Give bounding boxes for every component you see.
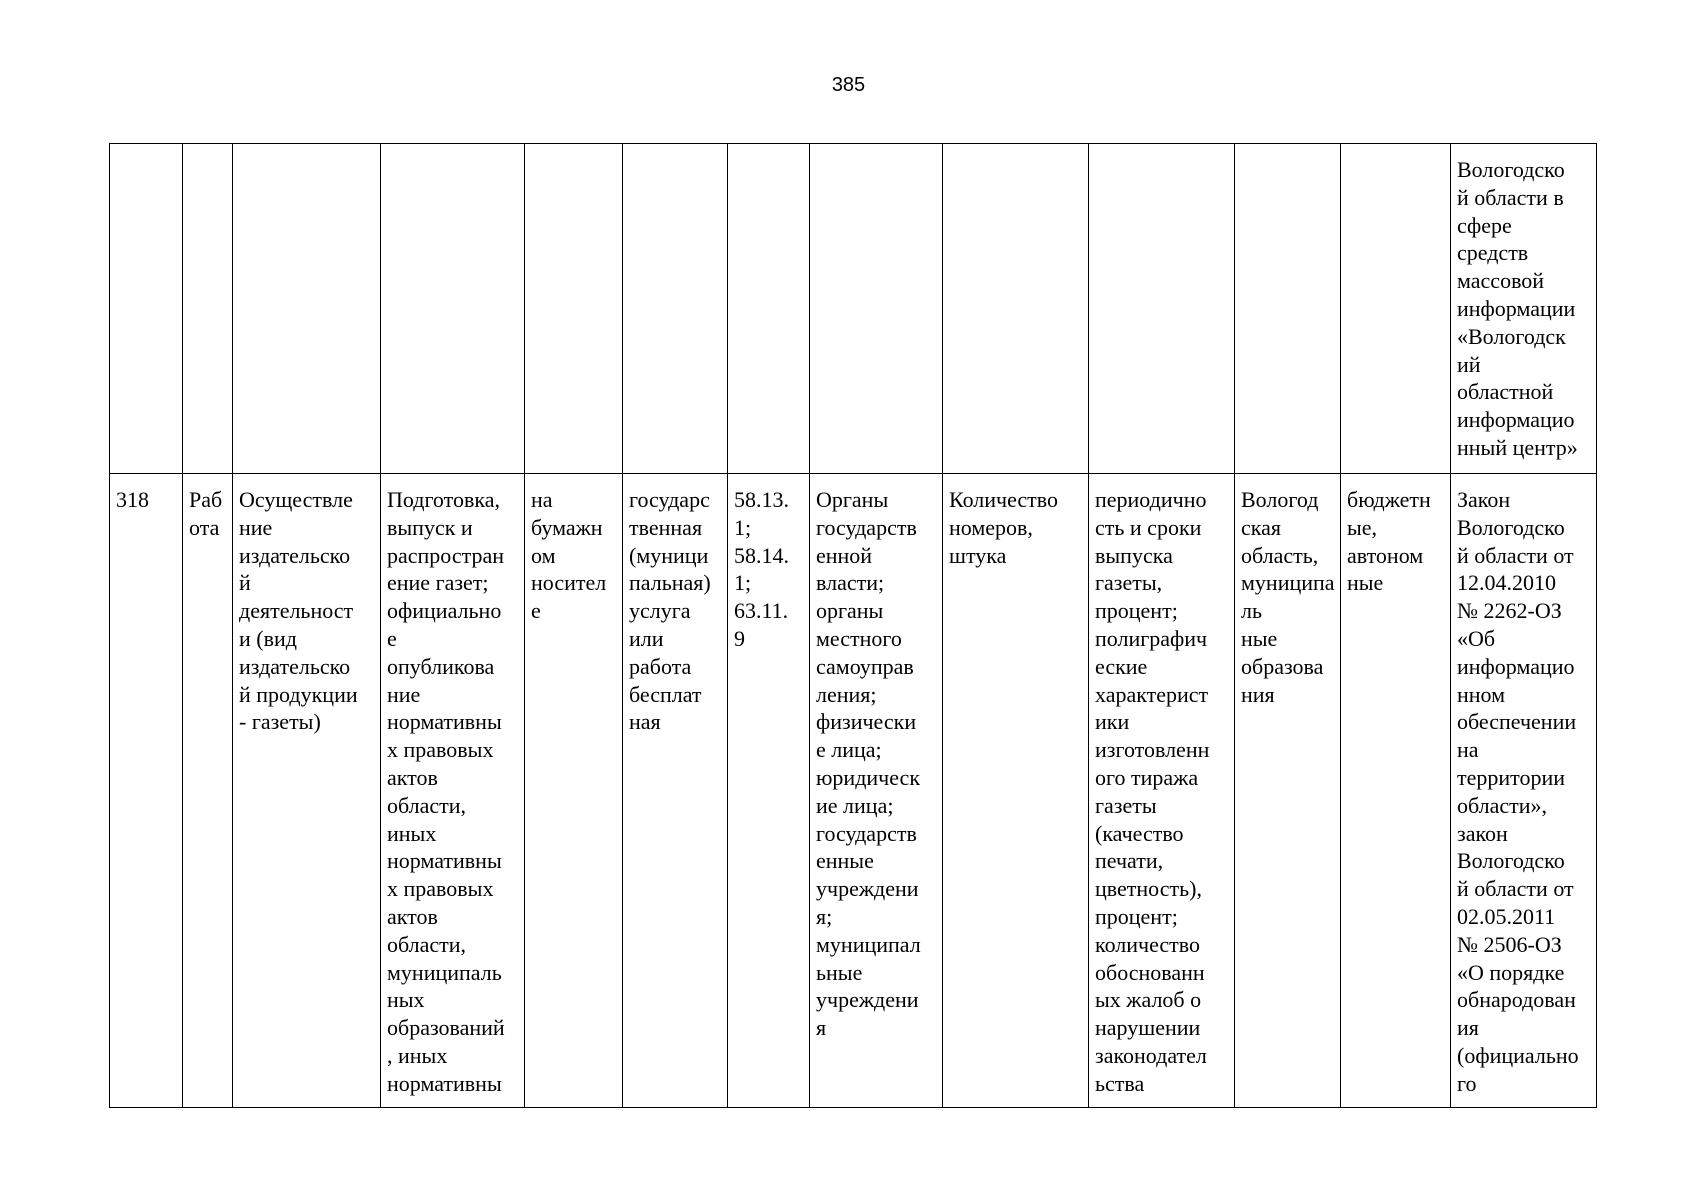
- cell-okved: [728, 144, 810, 474]
- cell-kind: [623, 144, 728, 474]
- cell-content: Подготовка, выпуск и распростран ение газет; официально е опубликова ние нормативны х правовых актов области, иных нормативны х правовых актов области, муниципаль ных образований , иных нормативны: [381, 474, 525, 1108]
- cell-territory: [1235, 144, 1341, 474]
- cell-consumers: [810, 144, 943, 474]
- cell-number: [110, 144, 183, 474]
- cell-territory: Вологод ская область, муниципаль ные образова ния: [1235, 474, 1341, 1108]
- cell-institution-type: [1341, 144, 1451, 474]
- cell-volume-indicators: Количество номеров, штука: [943, 474, 1089, 1108]
- cell-kind: государс твенная (муници пальная) услуга или работа бесплат ная: [623, 474, 728, 1108]
- cell-form: [525, 144, 623, 474]
- registry-table: [109, 143, 1597, 1108]
- cell-name: [233, 144, 381, 474]
- cell-type: [183, 144, 233, 474]
- cell-content: [381, 144, 525, 474]
- cell-type: Раб ота: [183, 474, 233, 1108]
- table-row: [110, 474, 1597, 1108]
- cell-form: на бумажн ом носител е: [525, 474, 623, 1108]
- cell-number: 318: [110, 474, 183, 1108]
- cell-okved: 58.13. 1; 58.14. 1; 63.11. 9: [728, 474, 810, 1108]
- cell-legal-basis: Вологодско й области в сфере средств массовой информации «Вологодск ий областной информацио нный центр»: [1451, 144, 1597, 474]
- cell-institution-type: бюджетн ые, автоном ные: [1341, 474, 1451, 1108]
- cell-quality-indicators: [1089, 144, 1235, 474]
- cell-quality-indicators: периодично сть и сроки выпуска газеты, процент; полиграфич еские характерист ики изготовленн ого тиража газеты (качество печати, цветность), процент; количество обоснованн ых жалоб о нарушении законодател ьства: [1089, 474, 1235, 1108]
- cell-legal-basis: Закон Вологодско й области от 12.04.2010 № 2262-ОЗ «Об информацио нном обеспечении на территории области», закон Вологодско й области от 02.05.2011 № 2506-ОЗ «О порядке обнародован ия (официально го: [1451, 474, 1597, 1108]
- page-number: 385: [831, 74, 866, 96]
- cell-volume-indicators: [943, 144, 1089, 474]
- cell-name: Осуществле ние издательско й деятельност и (вид издательско й продукции - газеты): [233, 474, 381, 1108]
- cell-consumers: Органы государств енной власти; органы местного самоуправ ления; физически е лица; юридическ ие лица; государств енные учреждени я; муниципал ьные учреждени я: [810, 474, 943, 1108]
- table-row: [110, 144, 1597, 474]
